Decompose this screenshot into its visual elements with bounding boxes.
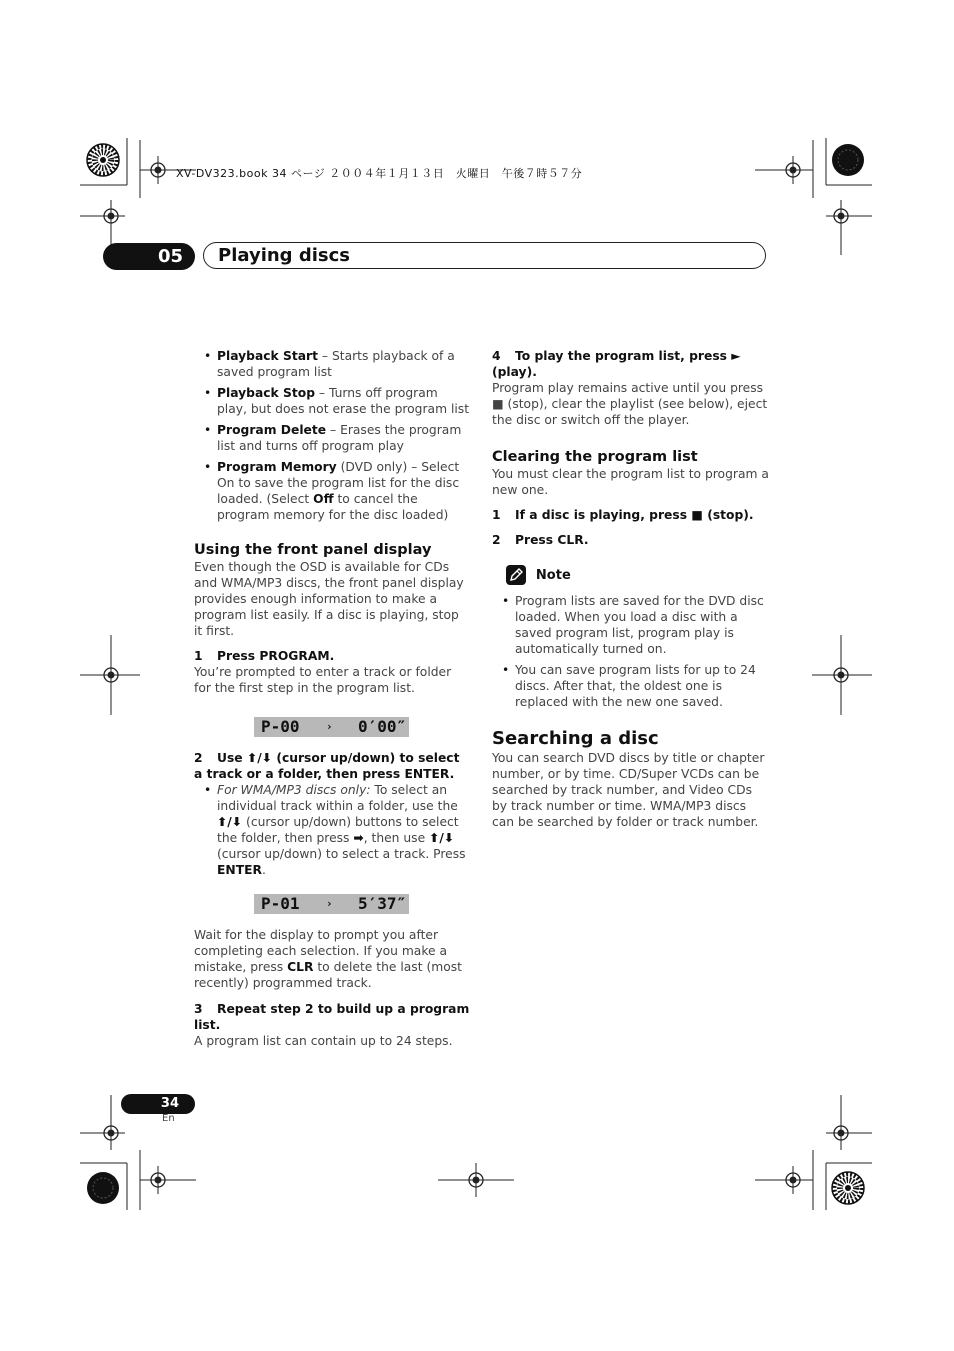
left-column-step2 <box>194 750 470 883</box>
list-item: • Program Delete – Erases the program list and turns off program play <box>194 422 470 454</box>
page-number-badge: 34 <box>121 1094 195 1114</box>
list-item: • Program lists are saved for the DVD disc loaded. When you load a disc with a saved program list, program play is automatically turned on. <box>492 593 770 657</box>
step-1: 1 Press PROGRAM. <box>194 649 335 663</box>
arrow-up-down-icon: ⬆/⬇ <box>246 751 273 765</box>
chapter-title: Playing discs <box>218 245 350 266</box>
step-2: 2 Use ⬆/⬇ (cursor up/down) to select a track or a folder, then press ENTER. <box>194 751 460 781</box>
step-4-body: Program play remains active until you press ■ (stop), clear the playlist (see below), eject the disc or switch off the player. <box>492 381 768 427</box>
program-options-list <box>194 348 470 523</box>
step-3-body: A program list can contain up to 24 steps. <box>194 1034 453 1048</box>
arrow-up-down-icon: ⬆/⬇ <box>429 831 455 845</box>
note-list <box>492 593 770 710</box>
front-panel-body: Even though the OSD is available for CDs and WMA/MP3 discs, the front panel display provides enough information to make a program list easily. If a disc is playing, stop it first. <box>194 560 464 638</box>
left-column <box>194 348 470 696</box>
arrow-up-down-icon: ⬆/⬇ <box>217 815 243 829</box>
step-1-body: You’re prompted to enter a track or folder for the first step in the program list. <box>194 665 452 695</box>
searching-body: You can search DVD discs by title or chapter number, or by time. CD/Super VCDs can be searched by track number, and Video CDs by track number or time. WMA/MP3 discs can be searched by folder or track number. <box>492 751 765 829</box>
section-heading-front-panel: Using the front panel display <box>194 542 432 558</box>
language-code: En <box>162 1113 175 1124</box>
chapter-number-badge: 05 <box>103 243 195 270</box>
list-item: • Playback Start – Starts playback of a saved program list <box>194 348 470 380</box>
front-panel-display-1: P-00 › 0′00″ <box>254 717 409 737</box>
clear-step-2: 2 Press CLR. <box>492 533 589 547</box>
left-column-bottom <box>194 927 470 1049</box>
section-heading-searching: Searching a disc <box>492 728 659 749</box>
step-4: 4 To play the program list, press ► (play). <box>492 349 741 379</box>
right-column <box>492 348 770 830</box>
list-item: • For WMA/MP3 discs only: To select an individual track within a folder, use the ⬆/⬇ (cursor up/down) buttons to select the folder, then press ➡, then use ⬆/⬇ (cursor up/down) to select a track. Press ENTER. <box>194 782 470 878</box>
arrow-right-icon: ➡ <box>353 831 364 845</box>
front-panel-display-2: P-01 › 5′37″ <box>254 894 409 914</box>
list-item: • Playback Stop – Turns off program play, but does not erase the program list <box>194 385 470 417</box>
note-header: Note <box>506 565 770 585</box>
step-2-notes <box>194 782 470 878</box>
print-file-info: XV-DV323.book 34 ページ ２００４年１月１３日 火曜日 午後７時５７分 <box>176 167 583 180</box>
wait-paragraph: Wait for the display to prompt you after completing each selection. If you make a mistake, press CLR to delete the last (most recently) programmed track. <box>194 928 462 990</box>
list-item: • You can save program lists for up to 24 discs. After that, the oldest one is replaced with the new one saved. <box>492 662 770 710</box>
chapter-title-bar <box>203 242 766 269</box>
step-3: 3 Repeat step 2 to build up a program list. <box>194 1002 470 1032</box>
clearing-body: You must clear the program list to program a new one. <box>492 467 769 497</box>
clear-step-1: 1 If a disc is playing, press ■ (stop). <box>492 508 754 522</box>
pencil-note-icon <box>506 565 526 585</box>
section-heading-clearing: Clearing the program list <box>492 449 698 465</box>
list-item: • Program Memory (DVD only) – Select On to save the program list for the disc loaded. (Select Off to cancel the program memory for the disc loaded) <box>194 459 470 523</box>
